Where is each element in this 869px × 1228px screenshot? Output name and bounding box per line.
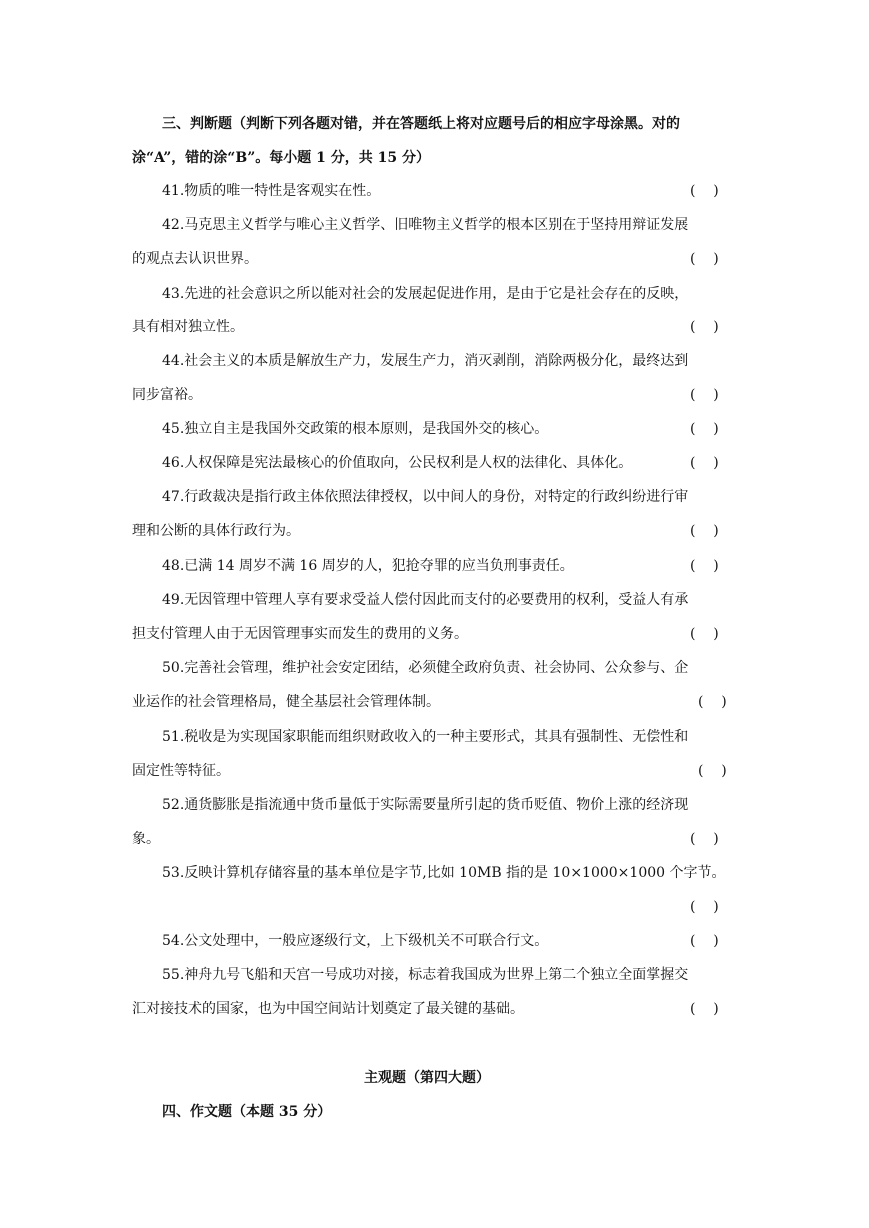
section3-heading-line1: 三、判断题（判断下列各题对错，并在答题纸上将对应题号后的相应字母涂黑。对的	[162, 116, 680, 132]
question-54-text: 54.公文处理中，一般应逐级行文，上下级机关不可联合行文。	[162, 933, 549, 949]
question-45-text: 45.独立自主是我国外交政策的根本原则，是我国外交的核心。	[162, 421, 549, 437]
question-49-text-cont: 担支付管理人由于无因管理事实而发生的费用的义务。	[132, 626, 468, 642]
question-50-text: 50.完善社会管理，维护社会安定团结，必须健全政府负责、社会协同、公众参与、企	[162, 660, 689, 676]
question-53-text: 53.反映计算机存储容量的基本单位是字节,比如 10MB 指的是 10×1000×1000 个字节。	[162, 865, 726, 881]
section3-heading-line2: 涂“A”，错的涂“B”。每小题 1 分，共 15 分）	[132, 150, 430, 166]
question-46-answer-blank: ( )	[690, 455, 719, 471]
question-52-text-cont: 象。	[132, 831, 160, 847]
question-54-answer-blank: ( )	[690, 933, 719, 949]
question-48-answer-blank: ( )	[690, 558, 719, 574]
question-51-text: 51.税收是为实现国家职能而组织财政收入的一种主要形式，其具有强制性、无偿性和	[162, 729, 689, 745]
question-50-text-cont: 业运作的社会管理格局，健全基层社会管理体制。	[132, 694, 440, 710]
question-47-answer-blank: ( )	[690, 523, 719, 539]
question-51-text-cont: 固定性等特征。	[132, 763, 230, 779]
question-55-text: 55.神舟九号飞船和天宫一号成功对接，标志着我国成为世界上第二个独立全面掌握交	[162, 967, 689, 983]
question-49-text: 49.无因管理中管理人享有要求受益人偿付因此而支付的必要费用的权利，受益人有承	[162, 592, 689, 608]
question-44-answer-blank: ( )	[690, 387, 719, 403]
question-53-answer-blank: ( )	[690, 899, 719, 915]
question-42-answer-blank: ( )	[690, 251, 719, 267]
question-50-answer-blank: ( )	[698, 694, 727, 710]
question-47-text-cont: 理和公断的具体行政行为。	[132, 523, 300, 539]
question-55-answer-blank: ( )	[690, 1001, 719, 1017]
question-51-answer-blank: ( )	[698, 763, 727, 779]
question-43-text: 43.先进的社会意识之所以能对社会的发展起促进作用，是由于它是社会存在的反映，	[162, 286, 689, 302]
question-42-text: 42.马克思主义哲学与唯心主义哲学、旧唯物主义哲学的根本区别在于坚持用辩证发展	[162, 217, 689, 233]
question-42-text-cont: 的观点去认识世界。	[132, 251, 258, 267]
question-44-text-cont: 同步富裕。	[132, 387, 202, 403]
question-47-text: 47.行政裁决是指行政主体依照法律授权，以中间人的身份，对特定的行政纠纷进行审	[162, 489, 689, 505]
subjective-title: 主观题（第四大题）	[364, 1070, 490, 1086]
question-46-text: 46.人权保障是宪法最核心的价值取向，公民权利是人权的法律化、具体化。	[162, 455, 633, 471]
question-44-text: 44.社会主义的本质是解放生产力，发展生产力，消灭剥削，消除两极分化，最终达到	[162, 353, 689, 369]
question-43-answer-blank: ( )	[690, 319, 719, 335]
question-49-answer-blank: ( )	[690, 626, 719, 642]
question-43-text-cont: 具有相对独立性。	[132, 319, 244, 335]
section4-heading: 四、作文题（本题 35 分）	[162, 1104, 332, 1120]
question-41-text: 41.物质的唯一特性是客观实在性。	[162, 183, 381, 199]
question-52-answer-blank: ( )	[690, 831, 719, 847]
question-48-text: 48.已满 14 周岁不满 16 周岁的人，犯抢夺罪的应当负刑事责任。	[162, 558, 574, 574]
question-55-text-cont: 汇对接技术的国家，也为中国空间站计划奠定了最关键的基础。	[132, 1001, 524, 1017]
question-45-answer-blank: ( )	[690, 421, 719, 437]
question-52-text: 52.通货膨胀是指流通中货币量低于实际需要量所引起的货币贬值、物价上涨的经济现	[162, 797, 689, 813]
question-41-answer-blank: ( )	[690, 183, 719, 199]
